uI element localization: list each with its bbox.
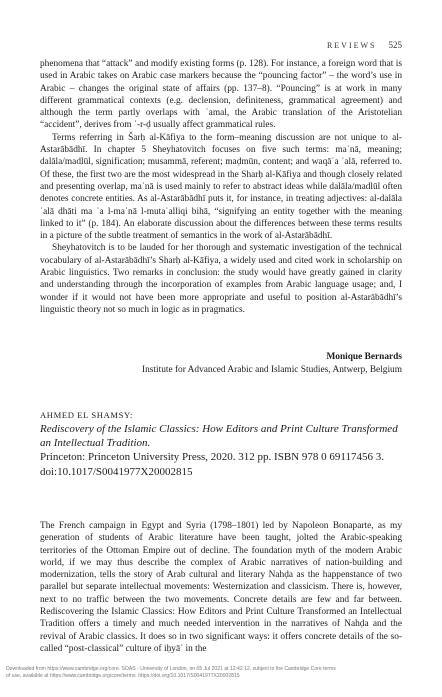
reviewer-affiliation: Institute for Advanced Arabic and Islamic Studies, Antwerp, Belgium	[141, 364, 402, 375]
book-author: AHMED EL SHAMSY:	[40, 410, 134, 420]
page-number: 525	[388, 40, 402, 50]
footer-line: of use, available at https://www.cambridge.org/core/terms. https://doi.org/10.1017/S0041977X20002815	[6, 673, 240, 680]
running-header	[40, 40, 402, 54]
publication-info: Princeton: Princeton University Press, 2020. 312 pp. ISBN 978 0 69117456 3.	[40, 451, 384, 464]
reviewer-signature	[40, 351, 402, 376]
reviewer-name: Monique Bernards	[326, 352, 402, 362]
paragraph: phenomena that “attack” and modify existing forms (p. 128). For instance, a foreign word that is used in Arabic takes on Arabic case markers because the “pouncing factor” – the word’s use in Arabic – changes the original state of affairs (pp. 137–8). “Pouncing” is at work in many different grammatical contexts (e.g. declension, definiteness, grammatical agreement) and although the term partly overlaps with ʿamal, the Arabic translation of the Aristotelian “accident”, derives from ʿ-r-ḍ usually affect grammatical rules.	[40, 59, 402, 131]
paragraph: Terms referring in Šarḥ al-Kāfiya to the form–meaning discussion are not unique to al-Astarābādhī. In chapter 5 Sheyhatovitch focuses on five such terms: maʿnā, meaning; dalāla/madlūl, signification; musammā, referent; maḍmūn, content; and waqāʿa ʿalā, referred to. Of these, the first two are the most widespread in the Sharḥ al-Kāfiya and though closely related and presenting overlap, maʿnā is used mainly to refer to abstract ideas while dalāla/madlūl often denotes concrete entities. As al-Astarābādhī puts it, for instance, in treating adjectives: al-dalāla ʿalā dhāti ma ʿa l-maʿnā l-mutaʿalliqi bihā, “signifying an entity together with the meaning linked to it” (p. 184). An elaborate discussion about the differences between these terms results in a picture of the subtle treatment of semantics in the work of al-Astarābādhī.	[40, 132, 402, 242]
book-title: Rediscovery of the Islamic Classics: How Editors and Print Culture Transformed an Intellectual Tradition.	[40, 423, 398, 450]
running-head: REVIEWS	[326, 41, 377, 50]
download-footer	[6, 666, 436, 680]
paragraph: Sheyhatovitch is to be lauded for her thorough and systematic investigation of the technical vocabulary of al-Astarābādhī’s Sharḥ al-Kāfiya, a widely used and cited work in scholarship on Arabic linguistics. Two remarks in conclusion: the study would have greatly gained in clarity and understanding through the incorporation of examples from Arabic language usage; and, I wonder if it would not have been more appropriate and useful to position al-Astarābādhī’s linguistic theory not so much in logic as in pragmatics.	[40, 243, 402, 315]
review-body	[40, 520, 402, 655]
review-body-continued	[40, 58, 402, 316]
paragraph: The French campaign in Egypt and Syria (1798–1801) led by Napoleon Bonaparte, as my generation of students of Arabic literature have been taught, jolted the Arabic-speaking territories of the Ottoman Empire out of decline. The foundation myth of the modern Arabic world, if we may thus describe the complex of Arabic narratives of nation-building and modernization, tells the story of Arab cultural and literary Nahḍa as the happenstance of two parallel but separate intellectual movements: Westernization and classicism. There is, however, next to no traffic between the two movements. Concrete details are few and far between. Rediscovering the Islamic Classics: How Editors and Print Culture Transformed an Intellectual Tradition offers a timely and much needed intervention in the narratives of Nahḍa and the revival of Arabic classics. It does so in two significant ways: it offers concrete details of the so-called “post-classical” culture of iḥyāʾ in the	[40, 521, 402, 654]
footer-line: Downloaded from https://www.cambridge.org/core. SOAS - University of London, on 05 Jul 2021 at 12:42:12, subject to the Cambridge Core terms	[6, 666, 336, 672]
review-heading	[40, 409, 402, 479]
doi: doi:10.1017/S0041977X20002815	[40, 465, 193, 478]
